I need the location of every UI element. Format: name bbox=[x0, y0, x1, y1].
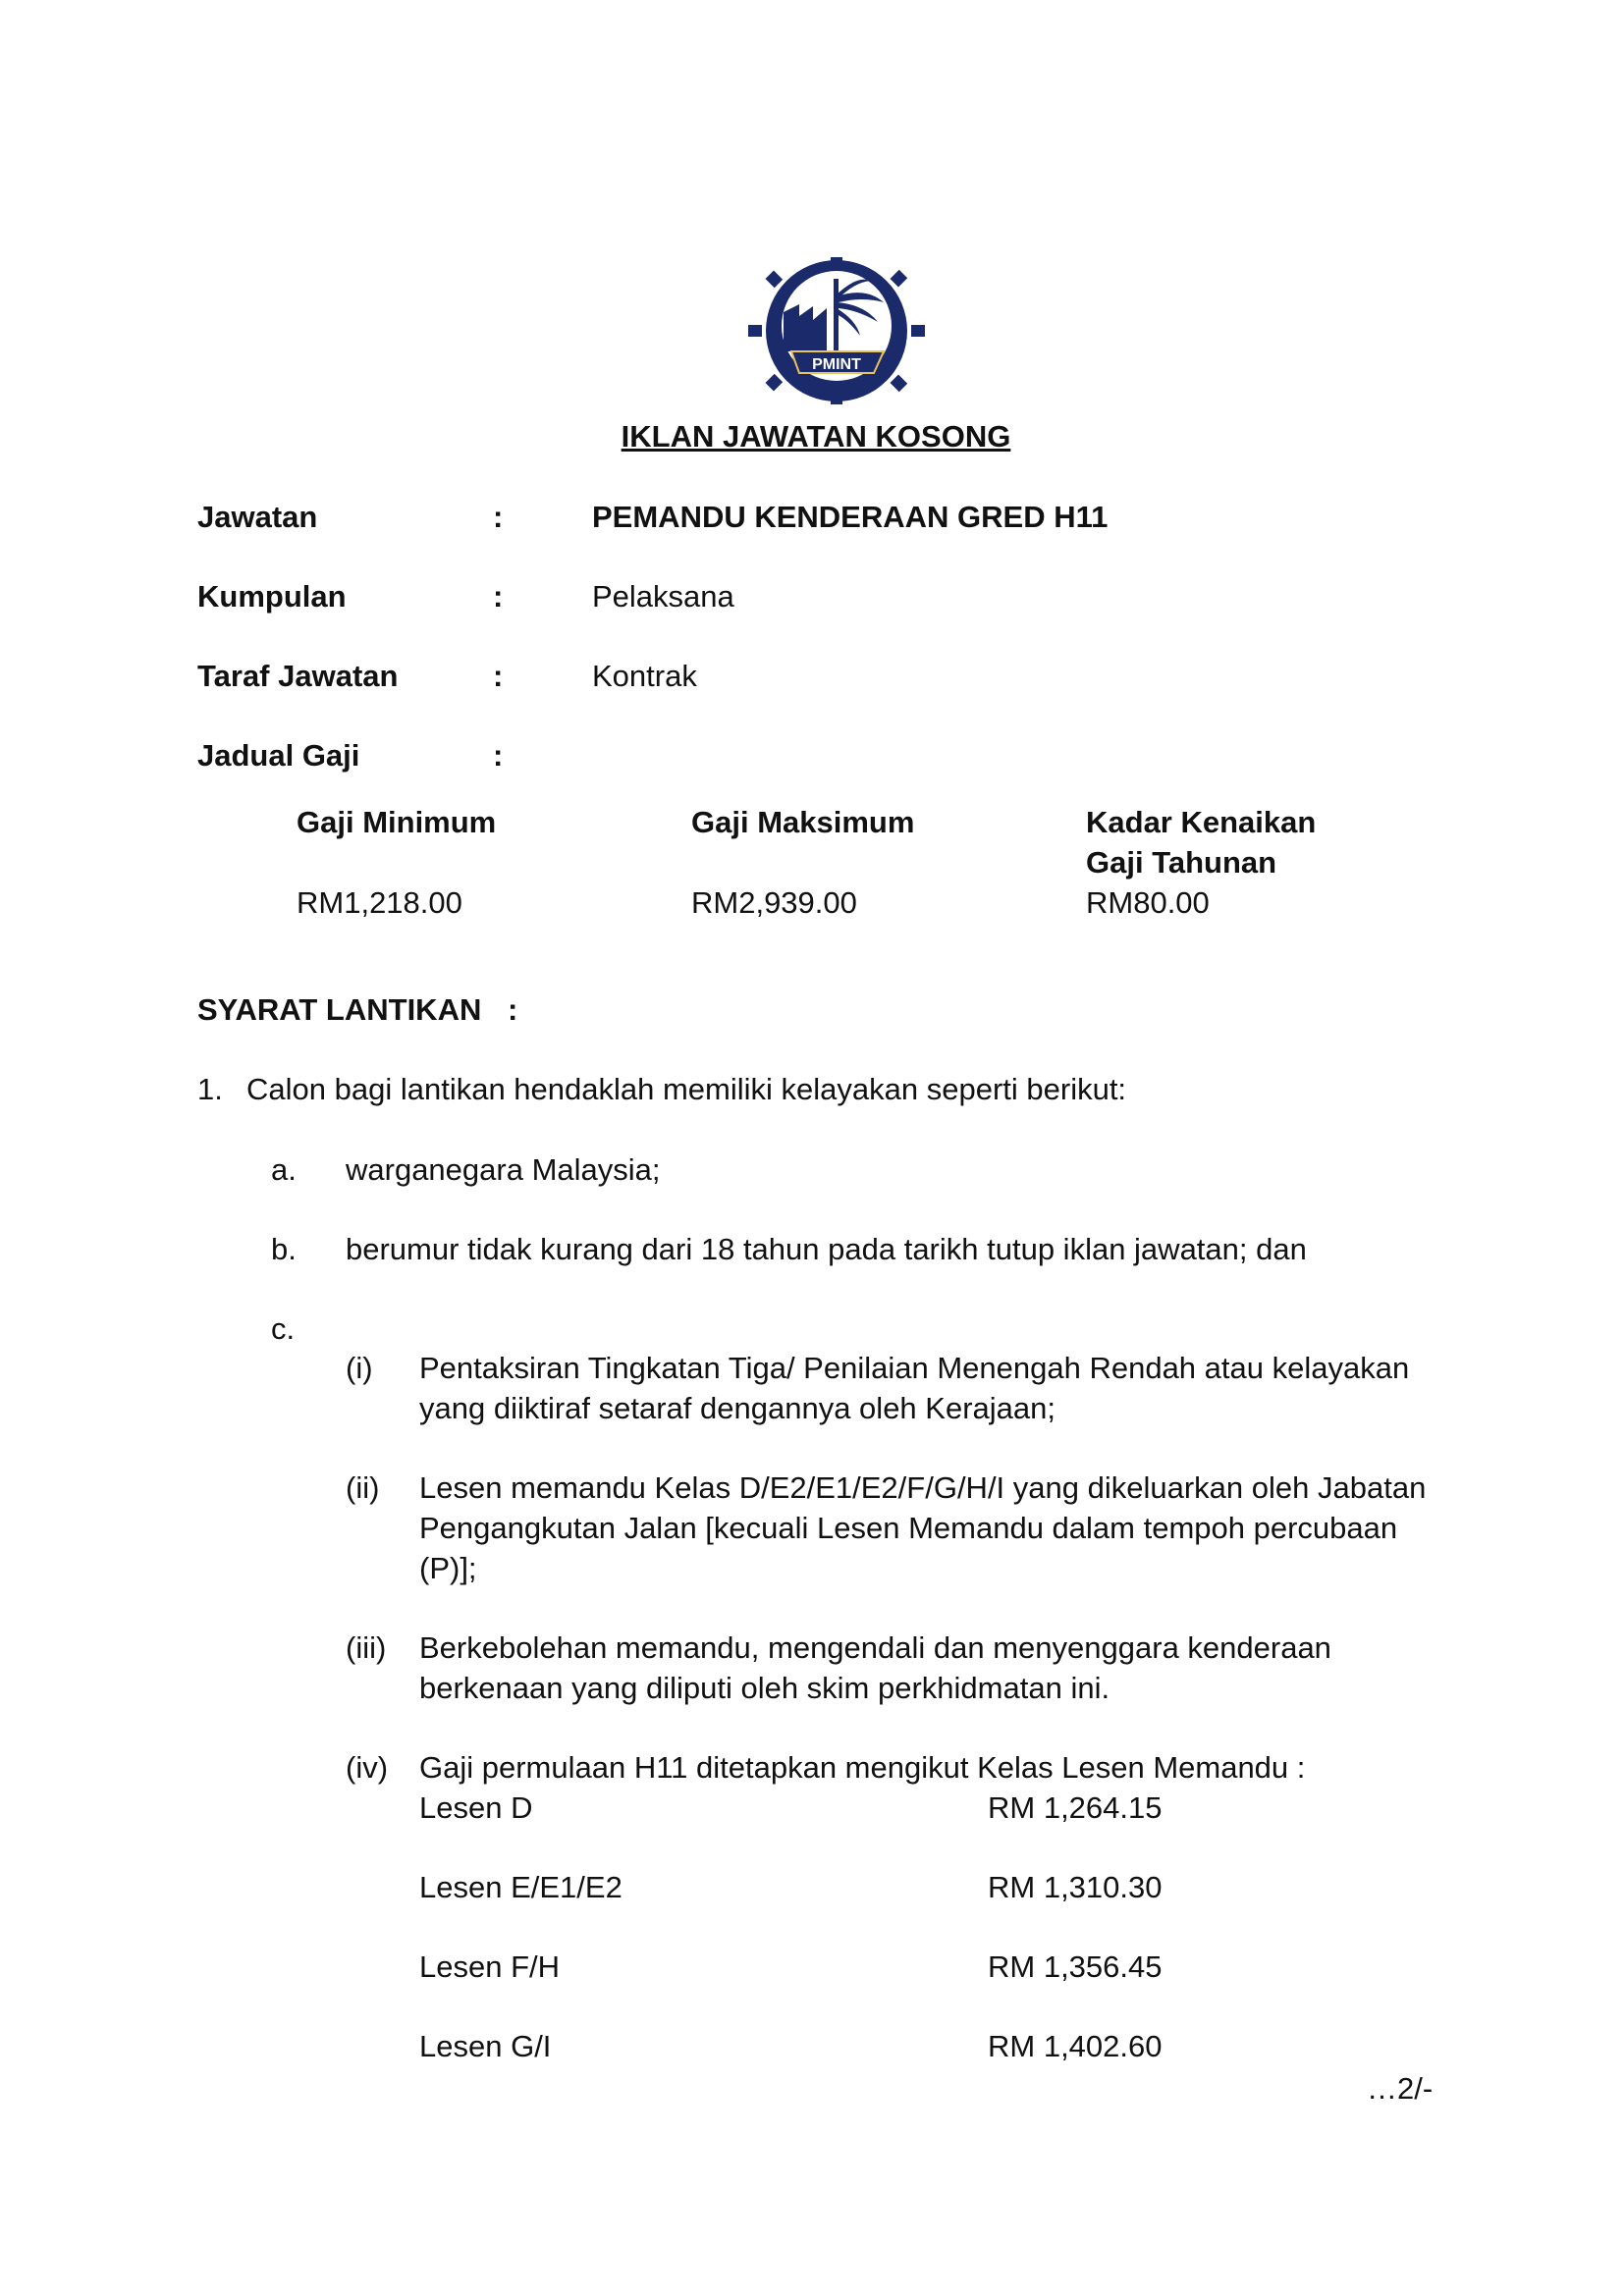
field-label-jawatan: Jawatan bbox=[197, 500, 318, 534]
license-amount: RM 1,310.30 bbox=[988, 1870, 1163, 1904]
item-text: Calon bagi lantikan hendaklah memiliki kelayakan seperti berikut: bbox=[246, 1072, 1127, 1106]
field-label-taraf-jawatan: Taraf Jawatan bbox=[197, 659, 399, 693]
field-sep: : bbox=[493, 579, 504, 614]
roman-text-line: Berkebolehan memandu, mengendali dan menyenggara kenderaan bbox=[419, 1630, 1331, 1665]
field-sep: : bbox=[493, 500, 504, 534]
salary-min-value: RM1,218.00 bbox=[297, 885, 462, 920]
field-label-jadual-gaji: Jadual Gaji bbox=[197, 738, 360, 773]
salary-max-value: RM2,939.00 bbox=[691, 885, 857, 920]
roman-number: (ii) bbox=[346, 1470, 380, 1505]
subitem-text: warganegara Malaysia; bbox=[346, 1152, 661, 1187]
salary-increment-value: RM80.00 bbox=[1086, 885, 1210, 920]
roman-text-line: Pentaksiran Tingkatan Tiga/ Penilaian Menengah Rendah atau kelayakan bbox=[419, 1351, 1410, 1385]
roman-text-line: Lesen memandu Kelas D/E2/E1/E2/F/G/H/I yang dikeluarkan oleh Jabatan bbox=[419, 1470, 1427, 1505]
field-value-kumpulan: Pelaksana bbox=[592, 579, 734, 614]
subitem-letter: c. bbox=[271, 1311, 296, 1346]
roman-text-line: Pengangkutan Jalan [kecuali Lesen Memandu dalam tempoh percubaan bbox=[419, 1511, 1398, 1545]
item-number: 1. bbox=[197, 1072, 223, 1106]
field-sep: : bbox=[493, 738, 504, 773]
license-name: Lesen F/H bbox=[419, 1949, 561, 1984]
license-name: Lesen E/E1/E2 bbox=[419, 1870, 623, 1904]
license-name: Lesen D bbox=[419, 1790, 533, 1825]
section-title: SYARAT LANTIKAN bbox=[197, 992, 482, 1027]
section-sep: : bbox=[508, 992, 518, 1027]
roman-text-line: yang diiktiraf setaraf dengannya oleh Kerajaan; bbox=[419, 1391, 1056, 1425]
subitem-text: berumur tidak kurang dari 18 tahun pada tarikh tutup iklan jawatan; dan bbox=[346, 1232, 1307, 1266]
roman-number: (iii) bbox=[346, 1630, 387, 1665]
subitem-letter: b. bbox=[271, 1232, 297, 1266]
field-sep: : bbox=[493, 659, 504, 693]
roman-number: (i) bbox=[346, 1351, 373, 1385]
field-value-jawatan: PEMANDU KENDERAAN GRED H11 bbox=[592, 500, 1109, 534]
pmint-logo bbox=[748, 257, 925, 404]
subitem-letter: a. bbox=[271, 1152, 297, 1187]
roman-text-line: berkenaan yang diliputi oleh skim perkhidmatan ini. bbox=[419, 1671, 1110, 1705]
field-value-taraf-jawatan: Kontrak bbox=[592, 659, 697, 693]
license-name: Lesen G/I bbox=[419, 2029, 552, 2063]
license-amount: RM 1,356.45 bbox=[988, 1949, 1163, 1984]
salary-increment-header-line1: Kadar Kenaikan bbox=[1086, 805, 1317, 839]
page-title: IKLAN JAWATAN KOSONG bbox=[621, 419, 1011, 454]
salary-increment-header-line2: Gaji Tahunan bbox=[1086, 845, 1277, 880]
license-amount: RM 1,402.60 bbox=[988, 2029, 1163, 2063]
page-continuation-marker: …2/- bbox=[1367, 2071, 1434, 2106]
roman-text-line: (P)]; bbox=[419, 1551, 477, 1585]
roman-text-line: Gaji permulaan H11 ditetapkan mengikut Kelas Lesen Memandu : bbox=[419, 1750, 1306, 1785]
salary-max-header: Gaji Maksimum bbox=[691, 805, 915, 839]
roman-number: (iv) bbox=[346, 1750, 389, 1785]
license-amount: RM 1,264.15 bbox=[988, 1790, 1163, 1825]
salary-min-header: Gaji Minimum bbox=[297, 805, 497, 839]
svg-text:PMINT: PMINT bbox=[812, 356, 861, 373]
field-label-kumpulan: Kumpulan bbox=[197, 579, 347, 614]
